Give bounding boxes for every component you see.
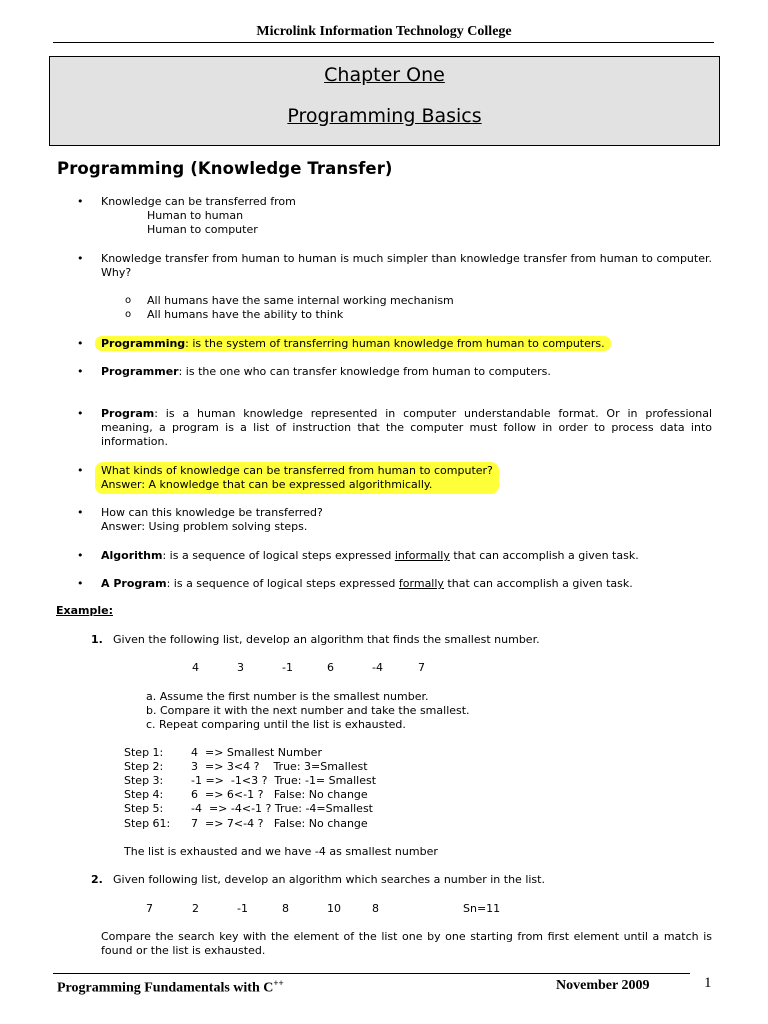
bullet-6-text bbox=[101, 462, 499, 494]
trace-step-label: Step 3: bbox=[124, 774, 164, 787]
bullet-5-definition: : is a human knowledge represented in computer understandable format. Or in professional meaning, a program is a list of instruction that the computer must follow in order to process data into information. bbox=[101, 407, 712, 448]
question-1-number: 1. bbox=[91, 633, 103, 646]
bullet-9-pre: : is a sequence of logical steps expressed bbox=[166, 577, 399, 590]
trace-step-label: Step 5: bbox=[124, 802, 164, 815]
list-item: 2 bbox=[192, 902, 199, 915]
bullet-dot: • bbox=[77, 549, 84, 562]
bullet-1-line1: Knowledge can be transferred from bbox=[101, 195, 296, 208]
term-a-program: A Program bbox=[101, 577, 167, 590]
bullet-dot: • bbox=[77, 252, 84, 265]
trace-step-label: Step 4: bbox=[124, 788, 164, 801]
chapter-box bbox=[49, 56, 720, 146]
trace-step-detail: 4 => Smallest Number bbox=[191, 746, 322, 759]
list-item: 6 bbox=[327, 661, 334, 674]
question-1-text: Given the following list, develop an algorithm that finds the smallest number. bbox=[113, 633, 540, 646]
bullet-1-line2: Human to human bbox=[147, 209, 244, 222]
question-2-number: 2. bbox=[91, 873, 103, 886]
trace-step-detail: -4 => -4<-1 ? True: -4=Smallest bbox=[191, 802, 373, 815]
trace-step-detail: -1 => -1<3 ? True: -1= Smallest bbox=[191, 774, 377, 787]
bullet-6-answer: Answer: A knowledge that can be expressed algorithmically. bbox=[101, 478, 433, 491]
question-2-text: Given following list, develop an algorithm which searches a number in the list. bbox=[113, 873, 545, 886]
chapter-title: Chapter One bbox=[324, 64, 445, 86]
algorithm-step-b: b. Compare it with the next number and take the smallest. bbox=[146, 704, 470, 717]
bullet-3-definition: : is the system of transferring human knowledge from human to computers. bbox=[185, 337, 605, 350]
bullet-1-line3: Human to computer bbox=[147, 223, 258, 236]
trace-step-label: Step 1: bbox=[124, 746, 164, 759]
section-heading: Programming (Knowledge Transfer) bbox=[57, 159, 393, 178]
bullet-7-answer: Answer: Using problem solving steps. bbox=[101, 520, 308, 533]
bullet-9-post: that can accomplish a given task. bbox=[443, 577, 633, 590]
algorithm-step-c: c. Repeat comparing until the list is exhausted. bbox=[146, 718, 406, 731]
search-key: Sn=11 bbox=[463, 902, 501, 915]
list-item: -1 bbox=[282, 661, 293, 674]
trace-step-detail: 7 => 7<-4 ? False: No change bbox=[191, 817, 368, 830]
bullet-9-text bbox=[101, 577, 633, 591]
emphasis-informally: informally bbox=[394, 549, 450, 562]
question-2-list bbox=[0, 902, 768, 916]
question-1-conclusion: The list is exhausted and we have -4 as smallest number bbox=[124, 845, 438, 858]
bullet-8-post: that can accomplish a given task. bbox=[449, 549, 639, 562]
bullet-8-text bbox=[101, 549, 639, 563]
bullet-dot: • bbox=[77, 577, 84, 590]
list-item: 3 bbox=[237, 661, 244, 674]
list-item: 4 bbox=[192, 661, 199, 674]
footer-rule bbox=[53, 973, 690, 974]
bullet-5-text bbox=[101, 407, 712, 449]
trace-step-label: Step 61: bbox=[124, 817, 171, 830]
list-item: 7 bbox=[146, 902, 153, 915]
sub-bullet-circle: o bbox=[125, 295, 132, 306]
bullet-2-sub1: All humans have the same internal working mechanism bbox=[147, 294, 454, 307]
term-algorithm: Algorithm bbox=[101, 549, 163, 562]
page-number: 1 bbox=[704, 975, 712, 991]
list-item: -1 bbox=[237, 902, 248, 915]
sub-bullet-circle: o bbox=[125, 309, 132, 320]
header-rule bbox=[53, 42, 714, 43]
question-2-explanation: Compare the search key with the element of the list one by one starting from first element until a match is found or the list is exhausted. bbox=[101, 930, 712, 957]
bullet-dot: • bbox=[77, 407, 84, 420]
bullet-2-text: Knowledge transfer from human to human is much simpler than knowledge transfer from human to computer. Why? bbox=[101, 252, 712, 279]
list-item: 7 bbox=[418, 661, 425, 674]
footer-date: November 2009 bbox=[556, 978, 650, 993]
bullet-dot: • bbox=[77, 195, 84, 208]
footer-course-sup: ++ bbox=[273, 978, 284, 988]
bullet-dot: • bbox=[77, 365, 84, 378]
example-label: Example: bbox=[56, 604, 113, 617]
list-item: 8 bbox=[372, 902, 379, 915]
list-item: -4 bbox=[372, 661, 383, 674]
trace-step-detail: 3 => 3<4 ? True: 3=Smallest bbox=[191, 760, 368, 773]
footer-course-name: Programming Fundamentals with C bbox=[57, 980, 274, 996]
bullet-8-pre: : is a sequence of logical steps expressed bbox=[162, 549, 395, 562]
question-1-list bbox=[0, 661, 768, 675]
highlight bbox=[95, 462, 499, 494]
algorithm-step-a: a. Assume the first number is the smallest number. bbox=[146, 690, 429, 703]
term-programming: Programming bbox=[101, 337, 186, 350]
bullet-dot: • bbox=[77, 337, 84, 350]
bullet-4-text bbox=[101, 365, 551, 379]
list-item: 10 bbox=[327, 902, 341, 915]
list-item: 8 bbox=[282, 902, 289, 915]
highlight bbox=[95, 336, 611, 351]
trace-step-label: Step 2: bbox=[124, 760, 164, 773]
term-programmer: Programmer bbox=[101, 365, 179, 378]
bullet-3-text bbox=[101, 337, 611, 351]
emphasis-formally: formally bbox=[398, 577, 444, 590]
term-program: Program bbox=[101, 407, 155, 420]
header-title: Microlink Information Technology College bbox=[256, 24, 512, 39]
bullet-dot: • bbox=[77, 506, 84, 519]
bullet-2-sub2: All humans have the ability to think bbox=[147, 308, 344, 321]
footer-course-title bbox=[57, 978, 284, 997]
trace-step-detail: 6 => 6<-1 ? False: No change bbox=[191, 788, 368, 801]
bullet-dot: • bbox=[77, 464, 84, 477]
bullet-7-question: How can this knowledge be transferred? bbox=[101, 506, 323, 519]
bullet-4-definition: : is the one who can transfer knowledge from human to computers. bbox=[178, 365, 551, 378]
chapter-subtitle: Programming Basics bbox=[287, 105, 482, 127]
bullet-6-question: What kinds of knowledge can be transferred from human to computer? bbox=[101, 464, 493, 477]
